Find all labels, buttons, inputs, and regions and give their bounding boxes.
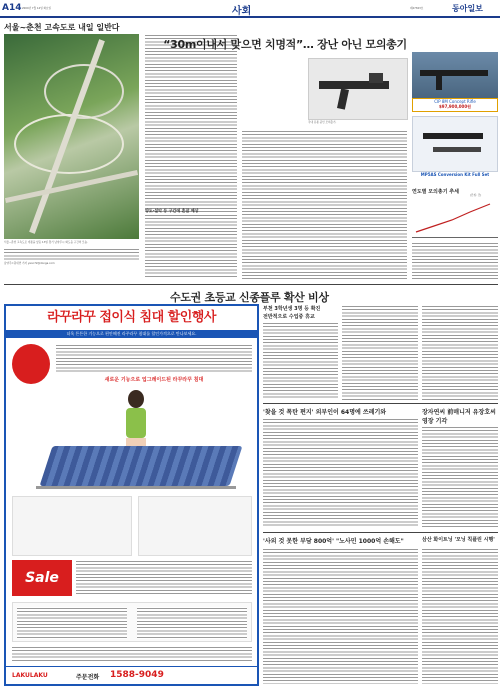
ad-badge xyxy=(12,344,50,384)
bed-product-detail-2 xyxy=(138,496,252,556)
left-story-body-2 xyxy=(145,214,237,279)
story2-headline: '찾을 것 폭탄 편지' 외부인이 64명에 쓰레기와 xyxy=(263,409,387,416)
ad-title: 라꾸라꾸 접이식 침대 할인행사 xyxy=(6,306,257,330)
main-photo-caption: 국내 유통 중인 모의총기. xyxy=(308,121,337,124)
main-story-headline: “30m이내서 맞으면 치명적”… 장난 아닌 모의총기 xyxy=(163,38,407,51)
conversion-kit-photo xyxy=(412,116,498,172)
left-story-headline: 서울∼춘천 고속도로 내일 일반다 xyxy=(4,23,120,32)
page-number: A14 xyxy=(2,3,22,13)
sidebar-text xyxy=(412,242,498,280)
trend-chart-title: 연도별 모의총기 추세 xyxy=(412,189,459,195)
page-header xyxy=(0,0,500,18)
mid-headline: 수도권 초등교 신종플루 확산 비상 xyxy=(170,291,329,304)
left-caption-text xyxy=(4,248,139,262)
bed-advertisement xyxy=(4,304,259,686)
lower-divider xyxy=(263,532,498,533)
mid-col-1 xyxy=(263,322,338,400)
rifle-price: $97,900,000원 xyxy=(439,104,471,109)
mid-subhead-2: 전반적으로 수업중 휴교 xyxy=(263,314,315,320)
main-story-body xyxy=(242,130,407,280)
mid-subhead-1: 부천 3학년생 3명 등 확진 xyxy=(263,306,321,312)
ad-price-text xyxy=(76,560,252,596)
mid-col-2 xyxy=(342,305,418,400)
toy-gun-photo xyxy=(308,58,408,120)
trend-chart xyxy=(412,198,498,238)
story2-body xyxy=(263,418,418,528)
logo-text: LAKULAKU xyxy=(12,672,48,679)
highway-photo xyxy=(4,34,139,239)
ad-fineprint xyxy=(12,646,252,662)
issue-date: 2009년 7월 14일 화요일 xyxy=(22,7,52,10)
section-divider xyxy=(4,284,498,285)
left-photo-caption: 서울∼춘천 고속도로 개통을 앞둔 13일 경기 남양주시 화도읍 구간의 모습. xyxy=(4,241,88,244)
story5-headline: 삼산 화이트닝 '모닝 칙플린 시행' xyxy=(422,537,495,543)
trend-chart-svg xyxy=(412,198,498,238)
photo-credit: 남양주=원대연 기자 yeon72@donga.com xyxy=(4,262,55,265)
story4-body xyxy=(263,548,418,684)
story3-body xyxy=(422,426,498,528)
rifle-name: CIP 8M Concept Rifle xyxy=(434,99,476,104)
story5-body xyxy=(422,548,498,684)
left-story-subhead: 양도·설악 등 구간에 혼잡 예상 xyxy=(145,208,199,213)
rifle-label-box xyxy=(412,98,498,112)
trend-chart-unit: (단위: 건) xyxy=(470,194,482,197)
mid-divider xyxy=(263,403,498,404)
sale-badge: Sale xyxy=(12,560,72,596)
issue-number: 제27363호 xyxy=(410,7,424,10)
newspaper-name: 동아일보 xyxy=(452,4,483,13)
left-story-body xyxy=(145,34,237,234)
ad-footer xyxy=(6,666,257,684)
ad-subtitle: 더욱 튼튼한 기능으로 편안해진 라꾸라꾸 침대를 할인가격으로 만나보세요. xyxy=(6,330,257,338)
ad-banner: 새로운 기능으로 업그레이드된 라꾸라꾸 침대 xyxy=(104,377,204,383)
story4-headline: '사외 것 못한 부담 800억' "노사민 1000억 손해도" xyxy=(263,538,404,545)
bed-options-grid xyxy=(12,602,252,642)
bed-frame xyxy=(36,486,236,489)
section-title: 사회 xyxy=(232,6,252,17)
bed-product-detail xyxy=(12,496,132,556)
folding-bed xyxy=(40,446,243,486)
phone-number[interactable]: 1588-9049 xyxy=(110,670,164,680)
ad-copy xyxy=(56,344,252,374)
rifle-photo xyxy=(412,52,498,98)
story3-headline: 장자연씨 前매니저 유장호씨 영장 기각 xyxy=(422,409,496,425)
phone-label: 주문전화 xyxy=(76,674,100,681)
mid-col-3 xyxy=(422,305,498,400)
conversion-kit-label: MP5AS Conversion Kit Full Set xyxy=(420,172,490,177)
